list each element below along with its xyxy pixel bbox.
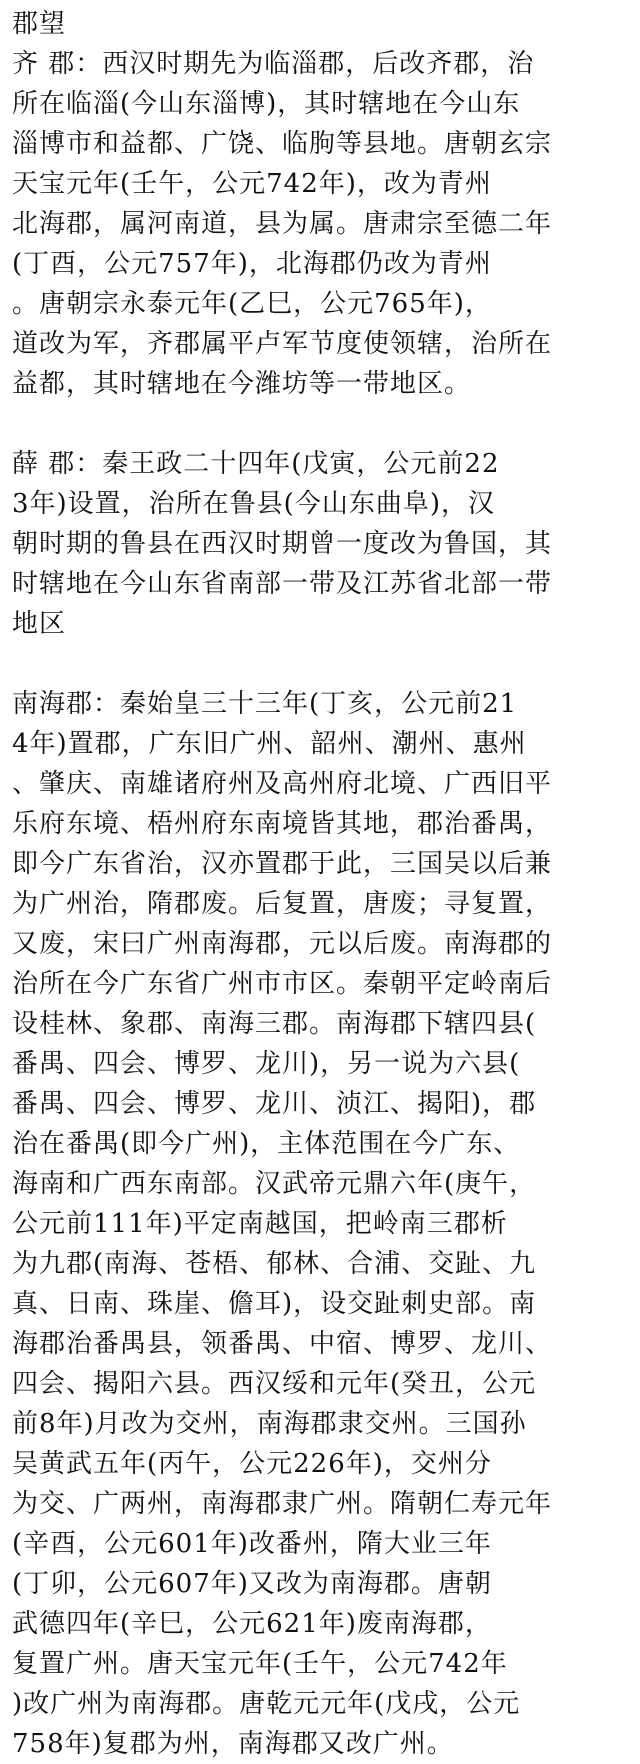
text-line: 薛 郡：秦王政二十四年(戊寅，公元前22: [12, 449, 500, 479]
text-line: )改广州为南海郡。唐乾元元年(戊戌，公元: [12, 1689, 521, 1719]
text-line: 4年)置郡，广东旧广州、韶州、潮州、惠州: [12, 729, 527, 759]
text-line: 地区: [12, 609, 67, 639]
text-line: 为广州治，隋郡废。后复置，唐废；寻复置，: [12, 889, 553, 919]
section-xue-jun: [12, 444, 632, 644]
text-line: 复置广州。唐天宝元年(壬午，公元742年: [12, 1649, 508, 1679]
text-line: (辛酉，公元601年)改番州，隋大业三年: [12, 1529, 492, 1559]
text-line: 北海郡，属河南道，县为属。唐肃宗至德二年: [12, 209, 553, 239]
text-line: 又废，宋曰广州南海郡，元以后废。南海郡的: [12, 929, 553, 959]
text-line: 朝时期的鲁县在西汉时期曾一度改为鲁国，其: [12, 529, 553, 559]
text-line: 淄博市和益都、广饶、临朐等县地。唐朝玄宗: [12, 129, 553, 159]
text-line: 、肇庆、南雄诸府州及高州府北境、广西旧平: [12, 769, 553, 799]
text-line: 为九郡(南海、苍梧、郁林、合浦、交趾、九: [12, 1249, 537, 1279]
text-line: 前8年)月改为交州，南海郡隶交州。三国孙: [12, 1409, 527, 1439]
paragraph-gap: [12, 644, 632, 684]
text-line: 所在临淄(今山东淄博)，其时辖地在今山东: [12, 89, 521, 119]
document-title: 郡望: [12, 9, 67, 39]
text-line: 四会、揭阳六县。西汉绥和元年(癸丑，公元: [12, 1369, 537, 1399]
text-line: (丁酉，公元757年)，北海郡仍改为青州: [12, 249, 492, 279]
text-line: 758年)复郡为州，南海郡又改广州。: [12, 1729, 454, 1759]
text-line: 真、日南、珠崖、儋耳)，设交趾刺史部。南: [12, 1289, 537, 1319]
text-line: 乐府东境、梧州府东南境皆其地，郡治番禺，: [12, 809, 553, 839]
text-line: 天宝元年(壬午，公元742年)，改为青州: [12, 169, 492, 199]
text-line: 3年)设置，治所在鲁县(今山东曲阜)，汉: [12, 489, 495, 519]
text-line: 海郡治番禺县，领番禺、中宿、博罗、龙川、: [12, 1329, 553, 1359]
text-line: 南海郡：秦始皇三十三年(丁亥，公元前21: [12, 689, 518, 719]
text-line: 治所在今广东省广州市市区。秦朝平定岭南后: [12, 969, 553, 999]
text-line: 番禺、四会、博罗、龙川)，另一说为六县(: [12, 1049, 521, 1079]
text-line: 武德四年(辛巳，公元621年)废南海郡，: [12, 1609, 492, 1639]
text-line: 为交、广两州，南海郡隶广州。隋朝仁寿元年: [12, 1489, 553, 1519]
text-line: 。唐朝宗永泰元年(乙巳，公元765年)，: [12, 289, 492, 319]
text-line: 即今广东省治，汉亦置郡于此，三国吴以后兼: [12, 849, 553, 879]
paragraph-gap: [12, 404, 632, 444]
text-line: (丁卯，公元607年)又改为南海郡。唐朝: [12, 1569, 492, 1599]
text-line: 益都，其时辖地在今潍坊等一带地区。: [12, 369, 472, 399]
text-line: 海南和广西东南部。汉武帝元鼎六年(庚午，: [12, 1169, 537, 1199]
text-line: 番禺、四会、博罗、龙川、浈江、揭阳)，郡: [12, 1089, 537, 1119]
section-nanhai-jun: [12, 684, 632, 1764]
text-line: 公元前111年)平定南越国，把岭南三郡析: [12, 1209, 508, 1239]
text-line: 齐 郡：西汉时期先为临淄郡，后改齐郡，治: [12, 49, 535, 79]
text-line: 道改为军，齐郡属平卢军节度使领辖，治所在: [12, 329, 553, 359]
text-line: 治在番禺(即今广州)，主体范围在今广东、: [12, 1129, 521, 1159]
section-qi-jun: [12, 44, 632, 404]
text-line: 设桂林、象郡、南海三郡。南海郡下辖四县(: [12, 1009, 537, 1039]
text-line: 吴黄武五年(丙午，公元226年)，交州分: [12, 1449, 492, 1479]
text-line: 时辖地在今山东省南部一带及江苏省北部一带: [12, 569, 553, 599]
